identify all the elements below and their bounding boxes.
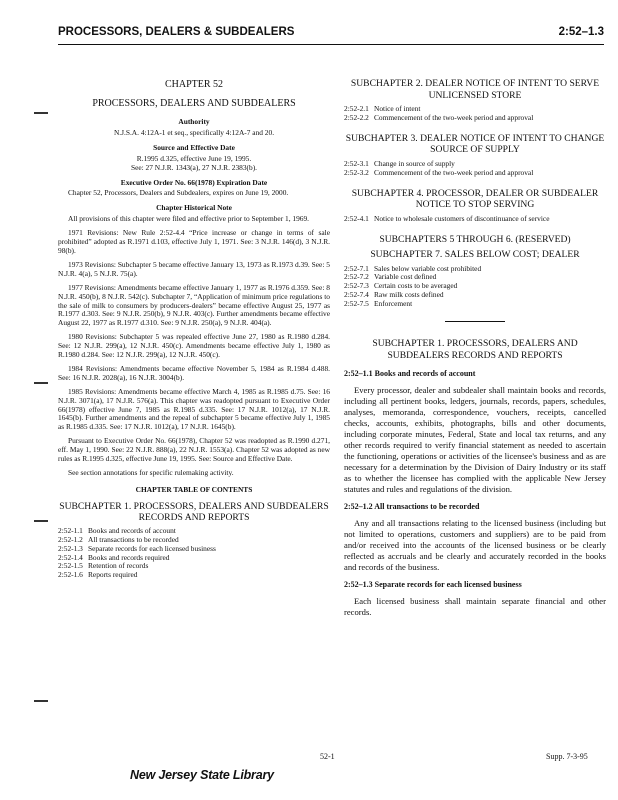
chapter-number: CHAPTER 52 [164, 79, 224, 90]
exec-order-heading: Executive Order No. 66(1978) Expiration Date [120, 177, 268, 187]
history-note: 1977 Revisions: Amendments became effective January 1, 1977 as R.1976 d.359. See: 8 N.J.R. 450(b), 8 N.J.R. 542(c). Subchapter 7, “Application of minimum price regulations to the sale of milk to consumers by producers-dealers” became effective August 25, 1977 as R.1977 d.303. See: 9 N.J.R. 250(b), 9 N.J.R. 403(c). Further amendments became effective August 22, 1977 as R.1977 d.310. See: 9 N.J.R. 250(a), 9 N.J.R. 404(a). [58, 282, 330, 328]
margin-mark [34, 520, 48, 522]
supplement-date: Supp. 7-3-95 [546, 752, 588, 761]
toc-item: 2:52-3.2 Commencement of the two-week period and approval [344, 167, 534, 177]
toc-item: 2:52-1.2 All transactions to be recorded [58, 534, 179, 544]
section-1-3-heading: 2:52–1.3 Separate records for each licensed business [344, 579, 522, 589]
authority-heading: Authority [178, 117, 210, 126]
toc-subchapter-7: SUBCHAPTER 7. SALES BELOW COST; DEALER [370, 249, 580, 261]
margin-mark [34, 382, 48, 384]
source-text-2: See: 27 N.J.R. 1343(a), 27 N.J.R. 2383(b). [130, 162, 258, 172]
toc-subchapters-5-6: SUBCHAPTERS 5 THROUGH 6. (RESERVED) [379, 233, 571, 245]
toc-item: 2:52-1.1 Books and records of account [58, 525, 176, 535]
section-1-2-heading: 2:52–1.2 All transactions to be recorded [344, 501, 480, 511]
toc-subchapter-3: SUBCHAPTER 3. DEALER NOTICE OF INTENT TO CHANGE SOURCE OF SUPPLY [345, 132, 605, 156]
history-note: 1973 Revisions: Subchapter 5 became effective January 13, 1973 as R.1973 d.39. See: 5 N.J.R. 4(a), 5 N.J.R. 75(a). [58, 259, 330, 278]
history-note: See section annotations for specific rulemaking activity. [68, 468, 234, 477]
running-header [58, 24, 604, 45]
toc-item: 2:52-1.4 Books and records required [58, 552, 170, 562]
source-text: R.1995 d.325, effective June 19, 1995. [136, 153, 252, 163]
section-1-2-text: Any and all transactions relating to the licensed business (including but not limited to operations, customers and suppliers) are to be paid from and/or received into the accounts of the licensed business or be clearly reflected as accruals and be clearly and accurately recorded in the books and records of the business. [344, 517, 606, 572]
toc-item: 2:52-1.5 Retention of records [58, 561, 149, 571]
toc-item: 2:52-7.1 Sales below variable cost prohibited [344, 263, 482, 273]
toc-item: 2:52-2.2 Commencement of the two-week period and approval [344, 112, 534, 122]
library-stamp: New Jersey State Library [130, 768, 274, 782]
margin-mark [34, 112, 48, 114]
toc-subchapter-4: SUBCHAPTER 4. PROCESSOR, DEALER OR SUBDEALER NOTICE TO STOP SERVING [351, 187, 599, 211]
toc-item: 2:52-7.2 Variable cost defined [344, 272, 437, 282]
subchapter-1-heading: SUBCHAPTER 1. PROCESSORS, DEALERS AND SUBDEALERS RECORDS AND REPORTS [372, 338, 578, 362]
history-note: Pursuant to Executive Order No. 66(1978), Chapter 52 was readopted as R.1990 d.271, eff. May 1, 1990. See: 22 N.J.R. 888(a), 22 N.J.R. 1553(a). Chapter 52 was adopted as new rules as R.1995 d.325, effective June 19, 1995. See: Source and Effective Date. [58, 436, 330, 464]
left-column [58, 78, 330, 580]
toc-item: 2:52-2.1 Notice of intent [344, 104, 421, 113]
toc-subchapter-2: SUBCHAPTER 2. DEALER NOTICE OF INTENT TO SERVE UNLICENSED STORE [350, 78, 600, 101]
section-1-1-heading: 2:52–1.1 Books and records of account [344, 369, 476, 379]
section-divider [445, 321, 505, 322]
chapter-title: PROCESSORS, DEALERS AND SUBDEALERS [92, 98, 296, 109]
history-note: 1971 Revisions: New Rule 2:52-4.4 “Price increase or change in terms of sale prohibited” adopted as R.1971 d.103, effective July 1, 1971. See: 3 N.J.R. 146(d), 3 N.J.R. 98(b). [58, 228, 330, 255]
history-note: 1985 Revisions: Amendments became effective March 4, 1985 as R.1985 d.75. See: 16 N.J.R. 3071(a), 17 N.J.R. 576(a). This chapter was readopted pursuant to Executive Order 66(1978) effective June 7, 1985 as R.1985 d.335. See: 17 N.J.R. 1012(a), 17 N.J.R. 1645(b). Further amendments and the repeal of subchapter 5 became effective July 1, 1985 as R.1985 d.335. See: 17 N.J.R. 1012(a), 17 N.J.R. 1645(b). [58, 386, 330, 432]
toc-item: 2:52-7.4 Raw milk costs defined [344, 290, 444, 300]
history-note: All provisions of this chapter were filed and effective prior to September 1, 1969. [68, 214, 310, 224]
authority-text: N.J.S.A. 4:12A-1 et seq., specifically 4:12A-7 and 20. [113, 127, 275, 137]
header-section: 2:52–1.3 [558, 26, 604, 38]
toc-item: 2:52-4.1 Notice to wholesale customers of discontinuance of service [344, 213, 550, 223]
toc-item: 2:52-1.3 Separate records for each licensed business [58, 543, 216, 553]
history-note: 1984 Revisions: Amendments became effective November 5, 1984 as R.1984 d.488. See: 16 N.J.R. 2028(a), 16 N.J.R. 3004(b). [58, 363, 330, 382]
history-heading: Chapter Historical Note [156, 203, 232, 213]
header-title: PROCESSORS, DEALERS & SUBDEALERS [58, 26, 295, 38]
toc-item: 2:52-7.3 Certain costs to be averaged [344, 281, 458, 291]
margin-mark [34, 700, 48, 702]
toc-item: 2:52-3.1 Change in source of supply [344, 158, 455, 168]
toc-item: 2:52-7.5 Enforcement [344, 299, 413, 309]
toc-item: 2:52-1.6 Reports required [58, 570, 138, 580]
source-heading: Source and Effective Date [153, 142, 235, 152]
section-1-3-text: Each licensed business shall maintain separate financial and other records. [344, 595, 606, 617]
page-number: 52-1 [320, 752, 335, 761]
toc-subchapter-1: SUBCHAPTER 1. PROCESSORS, DEALERS AND SUBDEALERS RECORDS AND REPORTS [59, 500, 329, 523]
section-1-1-text: Every processor, dealer and subdealer shall maintain books and records, including all pertinent books, ledgers, journals, records, papers, schedules, analyses, memoranda, correspondence, vouchers, receipts, cancelled checks, accounts, exhibits, photographs, bills and other documents, including corporate minutes, Federal, State and local tax returns, and any other records required to verify financial statement as needed to ascertain the functioning, operations or activities of the licensee's business and as are necessary for a determination by the Division of Dairy Industry or its staff as to whether the licensee has complied with the applicable New Jersey statutes and rules and regulations of the division. [344, 384, 606, 494]
right-column [344, 78, 606, 623]
history-note: 1980 Revisions: Subchapter 5 was repealed effective June 27, 1980 as R.1980 d.284. See: 12 N.J.R. 299(a), 12 N.J.R. 450(c). Amendments became effective July 1, 1980 as R.1980 d.284. See: 12 N.J.R. 299(a), 12 N.J.R. 450(c). [58, 332, 330, 360]
exec-order-text: Chapter 52, Processors, Dealers and Subdealers, expires on June 19, 2000. [68, 188, 289, 198]
toc-heading: CHAPTER TABLE OF CONTENTS [135, 484, 253, 494]
